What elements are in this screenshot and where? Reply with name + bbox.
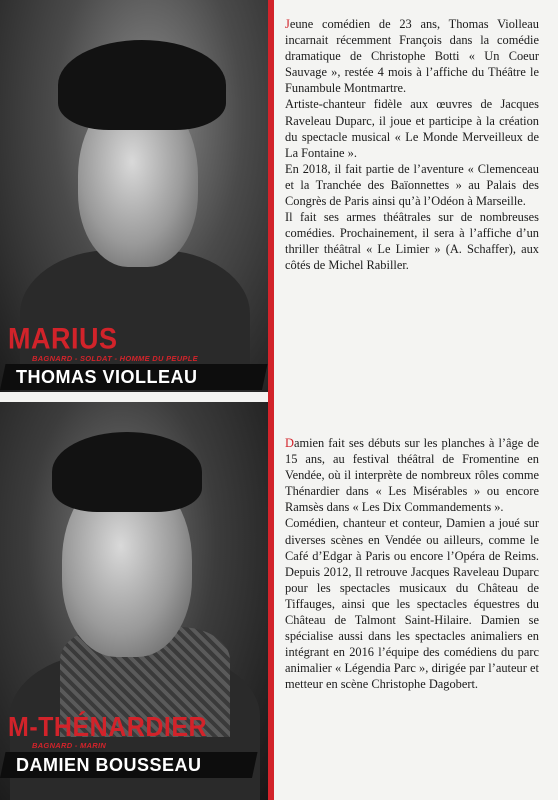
- bio-1: [285, 16, 539, 274]
- role-subtitle-1: BAGNARD - SOLDAT - HOMME DU PEUPLE: [32, 354, 198, 363]
- bio-1-paragraph: Artiste-chanteur fidèle aux œuvres de Jacques Raveleau Duparc, il joue et participe à la création du spectacle musical « Le Monde Merveilleux de La Fontaine ».: [285, 97, 539, 160]
- role-title-thenardier: M-THÉNARDIER: [8, 712, 208, 743]
- bio-2: [285, 435, 539, 693]
- bio-2-paragraph: Comédien, chanteur et conteur, Damien a joué sur diverses scènes en Vendée ou ailleurs, comme le Café d’Edgar à Paris ou encore l’Opéra de Reims. Depuis 2012, Il retrouve Jacques Raveleau Duparc pour les spectacles musicaux du Château de Tiffauges, ainsi que les spectacles équestres du Château de Talmont Saint-Hilaire. Damien se spécialise aussi dans les spectacles animaliers en intégrant en 2016 l’équipe des comédiens du parc animalier « Légendia Parc », dirigée par l’auteur et metteur en scène Christophe Dagobert.: [285, 516, 539, 692]
- bio-1-paragraph: En 2018, il fait partie de l’aventure « Clemenceau et la Tranchée des Baïonnettes » au Palais des Congrès de Paris ainsi qu’à l’Odéon à Marseille.: [285, 161, 539, 209]
- actor-name-1: THOMAS VIOLLEAU: [16, 367, 198, 387]
- actor-name-2: DAMIEN BOUSSEAU: [16, 755, 202, 775]
- bio-2-paragraph: [285, 435, 539, 515]
- bio-2-text: amien fait ses débuts sur les planches à l’âge de 15 ans, au festival théâtral de Fromentine en Vendée, où il interprète de nombreux rôles comme Thénardier dans « Les Misérables » ou encore Ramsès dans « Les Dix Commandements ».: [285, 436, 539, 515]
- bio-1-text: eune comédien de 23 ans, Thomas Violleau incarnait récemment François dans la comédie dramatique de Christophe Botti « Un Coeur Sauvage », restée 4 mois à l’affiche du Théâtre le Funambule Montmartre.: [285, 17, 539, 96]
- role-subtitle-2: BAGNARD - MARIN: [32, 741, 107, 750]
- bio-1-paragraph: Il fait ses armes théâtrales sur de nombreuses comédies. Prochainement, il sera à l’affiche d’un thriller théâtral « Le Limier » (A. Schaffer), aux côtés de Michel Rabiller.: [285, 210, 539, 273]
- role-title-marius: MARIUS: [8, 322, 118, 355]
- red-divider: [268, 0, 274, 800]
- bio-1-paragraph: [285, 16, 539, 96]
- drop-letter: D: [285, 436, 294, 450]
- drop-letter: J: [285, 17, 290, 31]
